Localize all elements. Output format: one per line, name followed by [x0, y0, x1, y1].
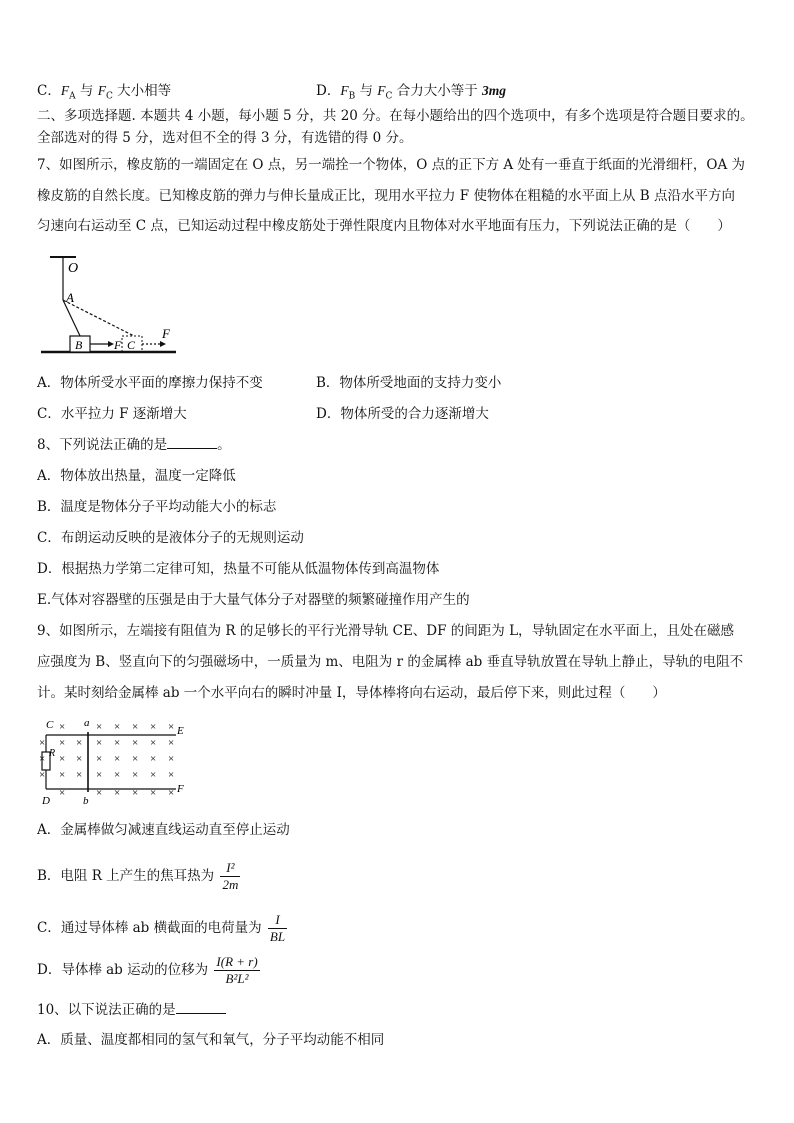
q9-label-a: a — [84, 717, 90, 729]
q9-field-cross: × — [150, 737, 157, 749]
q6-option-d-text: 合力大小等于 — [396, 83, 478, 99]
q7-stem-line2: 橡皮筋的自然长度。已知橡皮筋的弹力与伸长量成正比，现用水平拉力 F 使物体在粗糙的水平面上从 B 点沿水平方向 — [37, 188, 735, 204]
q8-stem-end: 。 — [217, 437, 231, 453]
q10-stem — [37, 1000, 764, 1020]
q7-label-b: B — [75, 338, 83, 352]
q9-option-d — [37, 952, 764, 988]
q9-option-c-text: C．通过导体棒 ab 横截面的电荷量为 — [37, 920, 262, 936]
q9-field-cross: × — [150, 769, 157, 781]
q7-stem-line1: 7、如图所示，橡皮筋的一端固定在 O 点，另一端拴一个物体，O 点的正下方 A 处有一垂直于纸面的光滑细杆，OA 为 — [37, 157, 746, 173]
q9-field-cross: × — [150, 787, 157, 799]
q9-field-cross: × — [114, 753, 121, 765]
q9-field-cross: × — [168, 721, 175, 733]
q9-option-b-numerator: I² — [220, 860, 240, 877]
q9-field-cross: × — [132, 737, 139, 749]
q8-option-c: C．布朗运动反映的是液体分子的无规则运动 — [37, 530, 304, 546]
q9-field-cross: × — [114, 769, 121, 781]
q9-option-b — [37, 858, 764, 894]
q9-option-d-text: D．导体棒 ab 运动的位移为 — [37, 962, 209, 978]
q9-field-cross: × — [96, 721, 103, 733]
q9-label-c: C — [46, 719, 54, 731]
q7-figure — [36, 250, 186, 360]
q9-option-d-numerator: I(R + r) — [216, 954, 258, 969]
q6-option-c: C．$F_A$ 与 $F_C$ 大小相等 — [37, 83, 172, 102]
q9-field-cross: × — [114, 737, 121, 749]
q7-rubber-band-ac — [63, 300, 134, 336]
q9-field-cross: × — [39, 753, 46, 765]
q8-option-a: A．物体放出热量，温度一定降低 — [37, 468, 236, 484]
q6-option-c-prefix: C． — [37, 83, 61, 99]
q9-label-d: D — [42, 795, 50, 807]
q7-label-c: C — [127, 338, 136, 352]
q9-field-cross: × — [132, 753, 139, 765]
q8-stem — [37, 435, 764, 455]
q6-option-d-prefix: D． — [316, 83, 341, 99]
q9-field-cross: × — [76, 769, 83, 781]
q7-label-a: A — [66, 290, 74, 305]
q8-answer-blank — [167, 436, 217, 449]
q9-option-d-fraction — [214, 954, 259, 987]
section2-line2: 全部选对的得 5 分，选对但不全的得 3 分，有选错的得 0 分。 — [37, 130, 413, 146]
q9-field-cross: × — [96, 787, 103, 799]
q10-option-a: A．质量、温度都相同的氢气和氧气，分子平均动能不相同 — [37, 1032, 385, 1048]
q9-option-b-denominator: 2m — [222, 877, 239, 892]
q9-option-c-denominator: BL — [269, 929, 286, 944]
q9-label-b: b — [83, 795, 89, 807]
q9-option-c-numerator: I — [268, 912, 287, 929]
q9-stem-line1: 9、如图所示，左端接有阻值为 R 的足够长的平行光滑导轨 CE、DF 的间距为 L，导轨固定在水平面上，且处在磁感 — [37, 623, 735, 639]
q8-option-e: E.气体对容器壁的压强是由于大量气体分子对器壁的频繁碰撞作用产生的 — [37, 592, 470, 608]
q7-option-b: B．物体所受地面的支持力变小 — [316, 375, 502, 391]
q7-label-f: F — [162, 326, 170, 341]
q9-field-cross: × — [76, 737, 83, 749]
q9-field-cross: × — [150, 721, 157, 733]
q9-field-cross: × — [59, 787, 66, 799]
q9-field-cross: × — [96, 753, 103, 765]
section2-line1: 二、多项选择题. 本题共 4 小题，每小题 5 分，共 20 分。在每小题给出的四个选项中，有多个选项是符合题目要求的。 — [37, 108, 754, 124]
q9-label-f: F — [177, 783, 184, 795]
q9-field-cross: × — [59, 721, 66, 733]
q7-label-o: O — [68, 261, 79, 276]
q9-field-cross: × — [59, 769, 66, 781]
q9-option-b-text: B．电阻 R 上产生的焦耳热为 — [37, 868, 215, 884]
q9-figure — [34, 716, 194, 808]
q9-field-cross: × — [168, 769, 175, 781]
q9-field-cross: × — [168, 787, 175, 799]
q6-option-d: D．$F_B$ 与 $F_C$ 合力大小等于 3mg — [316, 83, 507, 102]
q9-label-e: E — [177, 725, 184, 737]
q9-option-b-fraction — [220, 860, 240, 893]
q9-field-cross: × — [59, 737, 66, 749]
q8-stem-text: 8、下列说法正确的是 — [37, 437, 168, 453]
q9-field-cross: × — [59, 753, 66, 765]
q7-option-c: C．水平拉力 F 逐渐增大 — [37, 406, 187, 422]
q9-option-c-fraction — [268, 912, 287, 945]
q8-option-b: B．温度是物体分子平均动能大小的标志 — [37, 499, 277, 515]
q9-field-cross: × — [150, 753, 157, 765]
q9-option-c — [37, 910, 764, 946]
q9-field-cross: × — [96, 737, 103, 749]
q7-stem-line3: 匀速向右运动至 C 点，已知运动过程中橡皮筋处于弹性限度内且物体对水平地面有压力，下列说法正确的是（ ） — [37, 218, 731, 234]
q9-field-cross: × — [76, 753, 83, 765]
q9-stem-line2: 应强度为 B、竖直向下的匀强磁场中，一质量为 m、电阻为 r 的金属棒 ab 垂直导轨放置在导轨上静止，导轨的电阻不 — [37, 654, 744, 670]
q9-field-cross: × — [168, 753, 175, 765]
q9-field-cross: × — [132, 721, 139, 733]
q7-label-f-small: F — [114, 338, 122, 352]
q7-option-d: D．物体所受的合力逐渐增大 — [316, 406, 489, 422]
q9-option-d-denominator: B²L² — [225, 971, 249, 986]
q9-field-cross: × — [39, 737, 46, 749]
q9-field-cross: × — [114, 787, 121, 799]
q9-field-cross: × — [132, 787, 139, 799]
q7-option-a: A．物体所受水平面的摩擦力保持不变 — [37, 375, 263, 391]
q9-option-a: A．金属棒做匀减速直线运动直至停止运动 — [37, 822, 290, 838]
q9-field-cross: × — [39, 769, 46, 781]
q9-label-r: R — [49, 748, 56, 759]
q10-stem-text: 10、以下说法正确的是 — [37, 1002, 176, 1018]
q6-option-d-value: 3mg — [482, 83, 507, 98]
q9-field-cross: × — [114, 721, 121, 733]
q9-field-cross: × — [96, 769, 103, 781]
q8-option-d: D．根据热力学第二定律可知，热量不可能从低温物体传到高温物体 — [37, 561, 440, 577]
q7-rubber-band-ab — [63, 300, 81, 338]
q6-option-c-text: 大小相等 — [117, 83, 172, 99]
q9-field-cross: × — [132, 769, 139, 781]
q10-answer-blank — [176, 1001, 226, 1014]
q9-stem-line3: 计。某时刻给金属棒 ab 一个水平向右的瞬时冲量 I，导体棒将向右运动，最后停下来，则此过程（ ） — [37, 685, 666, 701]
q9-field-cross: × — [168, 737, 175, 749]
